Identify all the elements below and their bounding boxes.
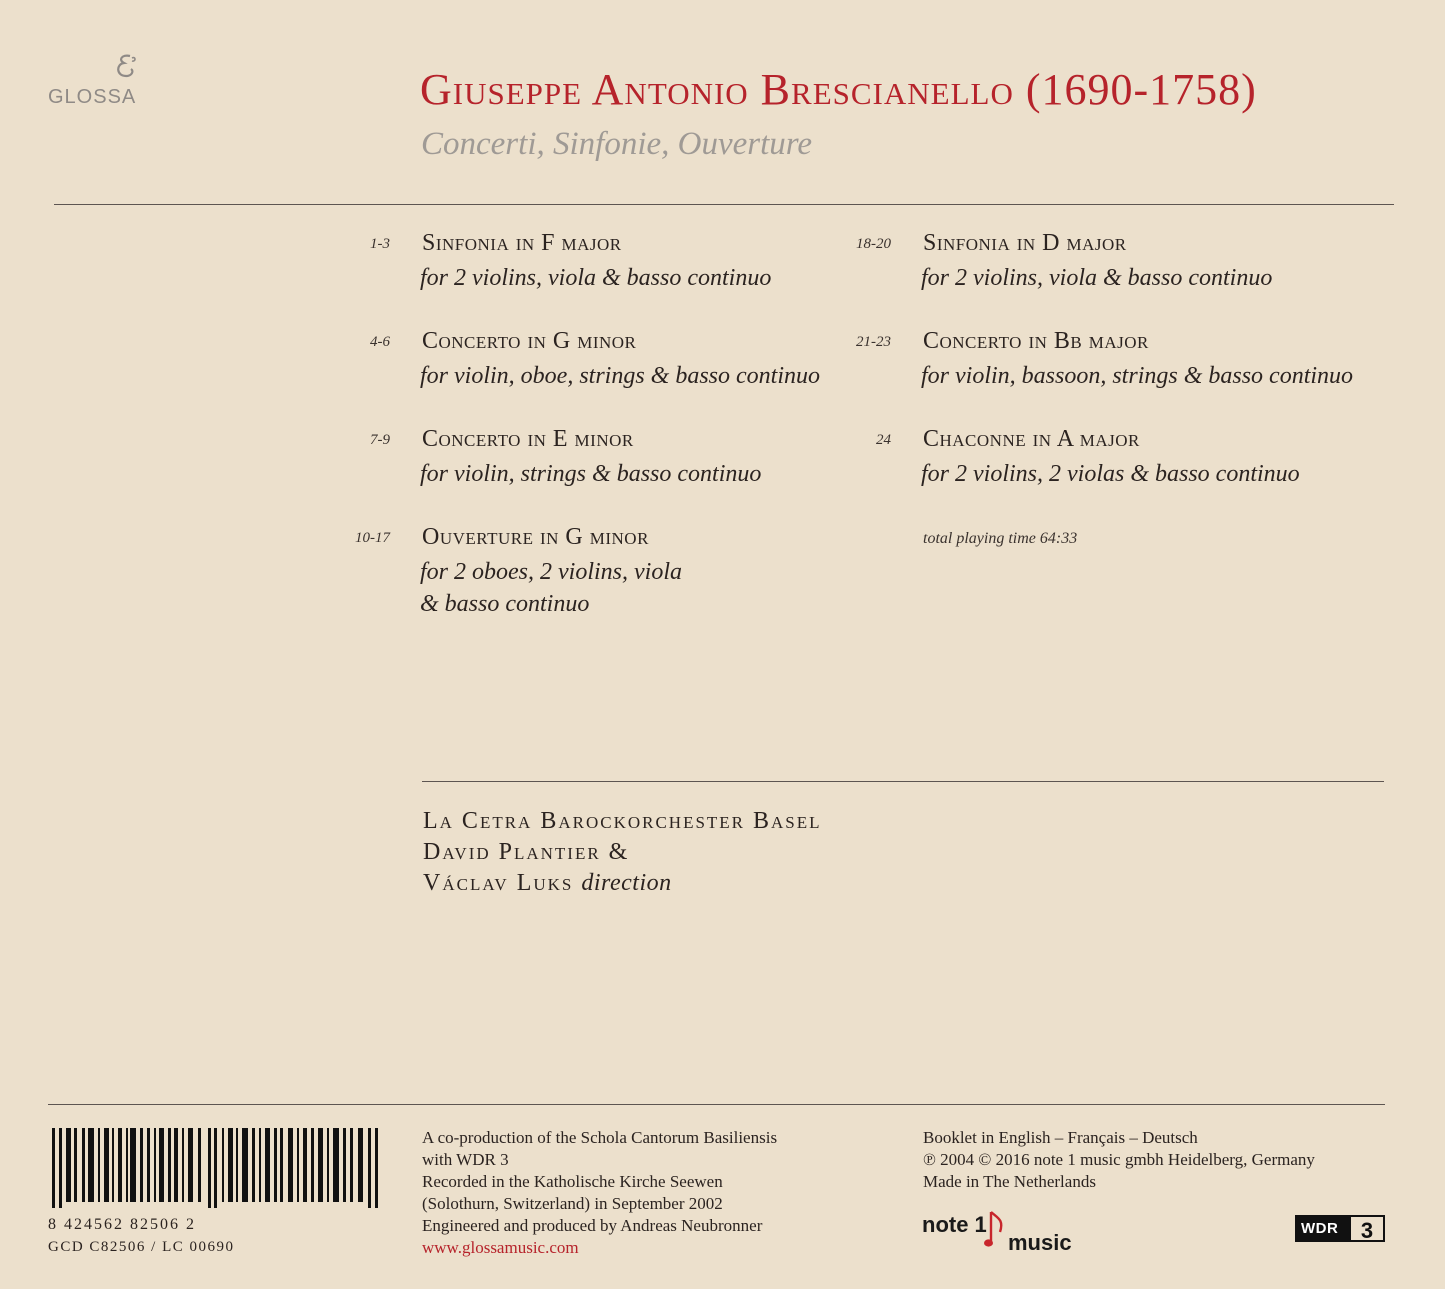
catalog-number: GCD C82506 / LC 00690 [48,1239,235,1255]
track-description: for violin, strings & basso continuo [420,461,762,487]
note1-logo-music-text: music [1008,1230,1072,1255]
conductor-line-2 [423,868,822,899]
production-credits [422,1127,777,1259]
barcode-image [52,1128,379,1208]
total-playing-time: total playing time 64:33 [923,530,1078,547]
wdr3-logo [1295,1215,1385,1242]
album-subtitle: Concerti, Sinfonie, Ouverture [421,126,813,162]
info-line: ℗ 2004 © 2016 note 1 music gmbh Heidelberg, Germany [923,1150,1315,1169]
ensemble-name: La Cetra Barockorchester Basel [423,808,822,834]
track-number: 1-3 [370,236,390,252]
info-line: Booklet in English – Français – Deutsch [923,1128,1198,1147]
divider-middle [422,781,1384,782]
release-info [923,1127,1315,1193]
track-description: for violin, oboe, strings & basso continuo [420,363,821,389]
wdr-logo-text: WDR [1301,1220,1339,1237]
note1-logo-text: note 1 [922,1212,987,1237]
musical-note-icon [984,1208,1006,1252]
conductor-name: Václav Luks [423,870,574,896]
credit-line: Engineered and produced by Andreas Neubronner [422,1216,763,1235]
track-description: for 2 violins, 2 violas & basso continuo [921,461,1300,487]
barcode-number: 8 424562 82506 2 [48,1216,196,1233]
track-title: Sinfonia in F major [422,230,622,256]
track-title: Concerto in E minor [422,426,634,452]
track-title: Concerto in Bb major [923,328,1149,354]
track-description: for 2 violins, viola & basso continuo [921,265,1273,291]
track-number: 21-23 [856,334,891,350]
track-number: 4-6 [370,334,390,350]
track-title: Chaconne in A major [923,426,1140,452]
glossa-logo [48,52,140,112]
credit-line: (Solothurn, Switzerland) in September 2002 [422,1194,723,1213]
track-number: 7-9 [370,432,390,448]
info-line: Made in The Netherlands [923,1172,1096,1191]
track-description: for violin, bassoon, strings & basso continuo [921,363,1354,389]
divider-top [54,204,1394,205]
glossa-swirl-icon [112,52,138,86]
logo-text: GLOSSA [48,86,137,108]
note1-music-logo [922,1208,1082,1256]
track-description: for 2 violins, viola & basso continuo [420,265,772,291]
website-link[interactable]: www.glossamusic.com [422,1238,579,1257]
track-number: 24 [876,432,891,448]
track-title: Concerto in G minor [422,328,637,354]
conductor-role: direction [581,870,672,896]
wdr-logo-number: 3 [1349,1215,1385,1242]
track-title: Sinfonia in D major [923,230,1127,256]
track-description: for 2 oboes, 2 violins, viola & basso continuo [420,559,682,617]
divider-bottom [48,1104,1385,1105]
credit-line: with WDR 3 [422,1150,509,1169]
track-number: 18-20 [856,236,891,252]
credit-line: A co-production of the Schola Cantorum Basiliensis [422,1128,778,1147]
credit-line: Recorded in the Katholische Kirche Seewen [422,1172,723,1191]
performers [423,806,822,899]
composer-title: Giuseppe Antonio Brescianello (1690-1758) [420,65,1257,114]
track-title: Ouverture in G minor [422,524,649,550]
conductor-line-1: David Plantier & [423,839,630,865]
track-number: 10-17 [355,530,390,546]
